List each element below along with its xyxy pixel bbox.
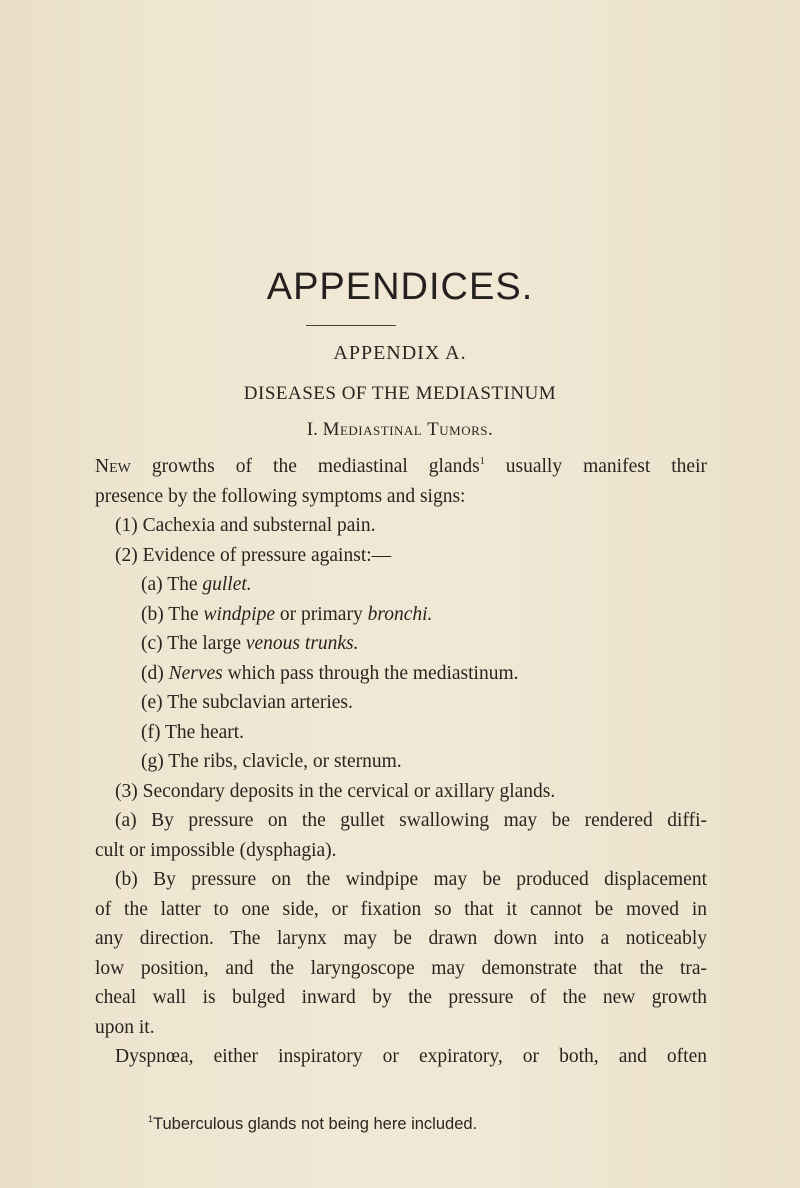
subitem-a [95, 570, 707, 600]
footnote [148, 1115, 708, 1134]
subitem-b-mid: or primary [279, 603, 363, 625]
subitem-d-label: (d) [141, 662, 164, 684]
intro-text-a: growths of the mediastinal glands [151, 456, 480, 477]
para-a-line-1 [95, 806, 707, 836]
para-b-line-3: any direction. The larynx may be drawn down into a noticeably [95, 928, 707, 949]
item-2: (2) Evidence of pressure against:— [115, 544, 392, 566]
subitem-f-text: The heart. [165, 721, 245, 743]
para-b-label: (b) [115, 869, 138, 890]
para-b-line-4: low position, and the laryngoscope may demonstrate that the tra- [95, 957, 707, 979]
subitem-e-text: The subclavian arteries. [167, 692, 353, 713]
subitem-a-term: gullet. [202, 574, 252, 595]
subitem-d [95, 659, 707, 689]
footnote-text: Tuberculous glands not being here included. [153, 1115, 478, 1133]
subitem-c-label: (c) [141, 633, 163, 654]
intro-text-b: usually manifest their [505, 456, 707, 477]
subitem-e-label: (e) [141, 692, 163, 713]
subitem-b-term-1: windpipe [203, 603, 275, 625]
subitem-f-label: (f) [141, 721, 161, 743]
para-a-text-1: By pressure on the gullet swallowing may be rendered diffi- [151, 810, 707, 831]
para-b-line-1 [95, 865, 707, 895]
subitem-d-term: Nerves [168, 662, 223, 684]
subitem-b-pre: The [168, 603, 199, 625]
para-b-line-2: of the latter to one side, or fixation so that it cannot be moved in [95, 898, 707, 920]
section-number: I. [306, 419, 318, 440]
body-text [95, 452, 707, 1072]
footnote-number: 1 [148, 1114, 154, 1124]
subitem-c-pre: The large [167, 633, 241, 654]
subitem-g-text: The ribs, clavicle, or sternum. [168, 751, 402, 772]
item-1: (1) Cachexia and substernal pain. [115, 515, 376, 536]
subitem-d-post: which pass through the mediastinum. [227, 662, 519, 684]
para-a-line-2: cult or impossible (dysphagia). [95, 839, 337, 861]
para-b-text-1: By pressure on the windpipe may be produced displacement [153, 869, 707, 890]
section-heading [0, 419, 800, 441]
subitem-b-term-2: bronchi. [367, 603, 433, 625]
chapter-heading: DISEASES OF THE MEDIASTINUM [243, 383, 557, 404]
para-b-line-6: upon it. [95, 1016, 155, 1038]
para-a-label: (a) [115, 810, 137, 831]
subitem-a-label: (a) [141, 574, 163, 595]
title-divider [306, 325, 396, 326]
footnote-marker: 1 [479, 456, 485, 467]
para-c-line-1: Dyspnœa, either inspiratory or expiratory, or both, and often [115, 1046, 707, 1067]
intro-lead-word: New [95, 456, 131, 477]
subitem-g [95, 747, 707, 777]
subitem-a-pre: The [167, 574, 198, 595]
intro-line-2: presence by the following symptoms and signs: [95, 485, 466, 507]
subitem-g-label: (g) [141, 751, 164, 772]
intro-line-1 [95, 452, 707, 482]
appendix-heading: APPENDIX A. [333, 342, 467, 364]
page-title: APPENDICES. [266, 266, 534, 308]
subitem-c [95, 629, 707, 659]
section-name: Mediastinal Tumors. [322, 419, 494, 440]
subitem-b-label: (b) [141, 603, 164, 625]
para-b-line-5: cheal wall is bulged inward by the pressure of the new growth [95, 987, 707, 1008]
subitem-e [95, 688, 707, 718]
item-3: (3) Secondary deposits in the cervical or axillary glands. [115, 780, 556, 802]
subitem-b [95, 600, 707, 630]
subitem-f [95, 718, 707, 748]
subitem-c-term: venous trunks. [245, 633, 359, 654]
